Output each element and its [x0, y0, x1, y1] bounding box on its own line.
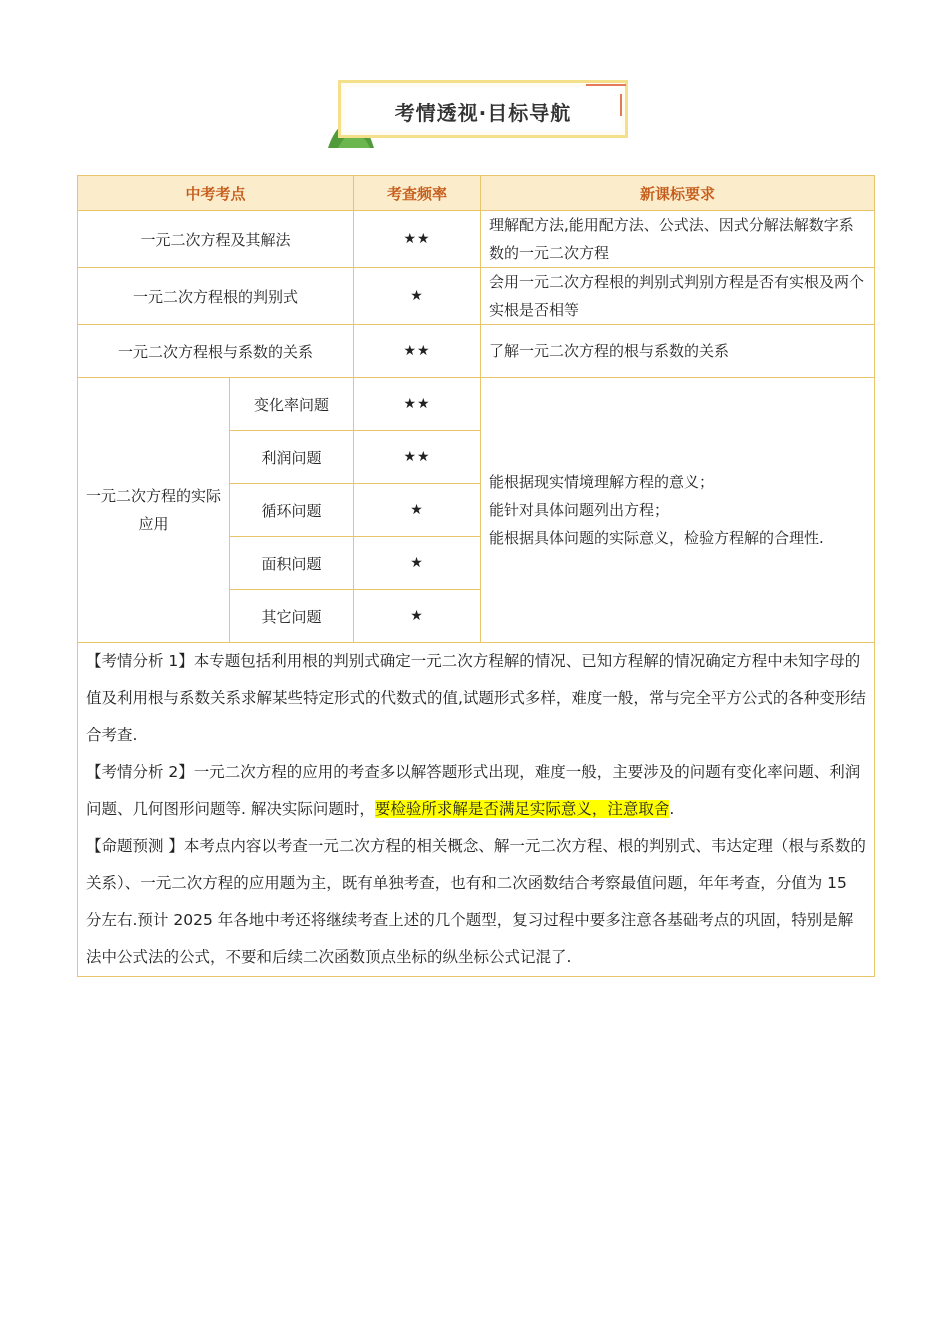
table-row [78, 211, 875, 268]
table-row [78, 268, 875, 325]
analysis-paragraph-2 [86, 754, 866, 828]
banner-accent-h [586, 84, 626, 86]
frequency-stars: ★★ [354, 431, 481, 484]
section-banner [328, 76, 638, 148]
subtopic-cell: 变化率问题 [230, 378, 354, 431]
exam-overview-table [77, 175, 875, 977]
analysis-paragraph-1: 【考情分析 1】本专题包括利用根的判别式确定一元二次方程解的情况、已知方程解的情况确定方程中未知字母的值及利用根与系数关系求解某些特定形式的代数式的值,试题形式多样，难度一般，常与完全平方公式的各种变形结合考查. [86, 652, 866, 744]
analysis-row [78, 643, 875, 977]
subtopic-cell: 面积问题 [230, 537, 354, 590]
frequency-stars: ★★ [354, 325, 481, 378]
requirement-line: 能针对具体问题列出方程； [489, 501, 670, 519]
subtopic-cell: 循环问题 [230, 484, 354, 537]
application-requirement-cell [481, 378, 875, 643]
table-header-row [78, 176, 875, 211]
header-topic: 中考考点 [78, 176, 354, 211]
topic-cell: 一元二次方程根的判别式 [78, 268, 354, 325]
frequency-stars: ★★ [354, 211, 481, 268]
frequency-stars: ★ [354, 268, 481, 325]
topic-cell: 一元二次方程根与系数的关系 [78, 325, 354, 378]
analysis-2-text: 【考情分析 2】一元二次方程的应用的考查多以解答题形式出现，难度一般，主要涉及的问题有变化率问题、利润问题、几何图形问题等. 解决实际问题时， [86, 763, 861, 818]
requirement-cell: 理解配方法,能用配方法、公式法、因式分解法解数字系数的一元二次方程 [481, 211, 875, 268]
frequency-stars: ★★ [354, 378, 481, 431]
requirement-line: 能根据具体问题的实际意义，检验方程解的合理性. [489, 529, 824, 547]
analysis-cell [78, 643, 875, 977]
subtopic-cell: 利润问题 [230, 431, 354, 484]
requirement-line: 能根据现实情境理解方程的意义； [489, 473, 715, 491]
frequency-stars: ★ [354, 537, 481, 590]
banner-frame [338, 80, 628, 138]
prediction-paragraph: 【命题预测 】本考点内容以考查一元二次方程的相关概念、解一元二次方程、根的判别式、韦达定理（根与系数的关系）、一元二次方程的应用题为主，既有单独考查，也有和二次函数结合考察最值问题，年年考查，分值为 15 分左右.预计 2025 年各地中考还将继续考查上述的几个题型，复习过程中要多注意各基础考点的巩固，特别是解法中公式法的公式，不要和后续二次函数顶点坐标的纵坐标公式记混了. [86, 837, 866, 966]
banner-title: 考情透视·目标导航 [394, 101, 572, 125]
table-row [78, 378, 875, 431]
header-requirement: 新课标要求 [481, 176, 875, 211]
requirement-cell: 了解一元二次方程的根与系数的关系 [481, 325, 875, 378]
requirement-cell: 会用一元二次方程根的判别式判别方程是否有实根及两个实根是否相等 [481, 268, 875, 325]
highlighted-text: 要检验所求解是否满足实际意义，注意取舍 [374, 800, 670, 818]
banner-accent-v [620, 94, 622, 116]
frequency-stars: ★ [354, 590, 481, 643]
header-frequency: 考查频率 [354, 176, 481, 211]
topic-cell: 一元二次方程及其解法 [78, 211, 354, 268]
frequency-stars: ★ [354, 484, 481, 537]
analysis-2-end: . [669, 800, 675, 818]
table-row [78, 325, 875, 378]
subtopic-cell: 其它问题 [230, 590, 354, 643]
application-topic-cell: 一元二次方程的实际应用 [78, 378, 230, 643]
